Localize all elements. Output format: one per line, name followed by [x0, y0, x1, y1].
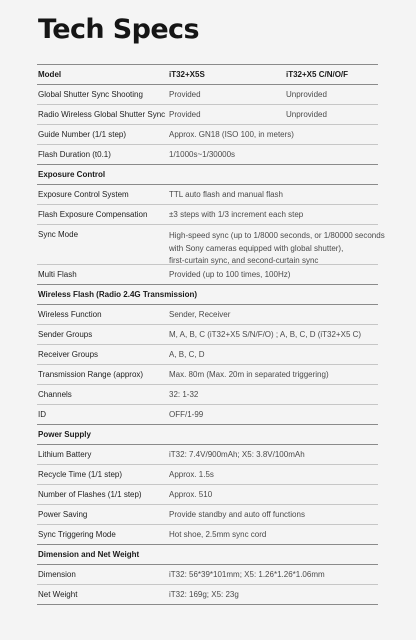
- spec-row: [37, 405, 378, 425]
- spec-value: Sender, Receiver: [169, 310, 231, 319]
- spec-row: [37, 525, 378, 545]
- spec-row: [37, 225, 385, 266]
- spec-row: [37, 505, 378, 525]
- header-model: Model: [38, 70, 62, 79]
- spec-value: iT32: 7.4V/900mAh; X5: 3.8V/100mAh: [169, 450, 305, 459]
- spec-row: [37, 105, 378, 125]
- spec-label: Sender Groups: [38, 330, 93, 339]
- section-heading: Power Supply: [38, 430, 91, 439]
- spec-label: ID: [38, 410, 46, 419]
- spec-value: OFF/1-99: [169, 410, 204, 419]
- page-title: Tech Specs: [38, 14, 199, 45]
- spec-label: Power Saving: [38, 510, 88, 519]
- spec-label: Flash Exposure Compensation: [38, 210, 148, 219]
- spec-label: Transmission Range (approx): [38, 370, 144, 379]
- spec-value: Approx. GN18 (ISO 100, in meters): [169, 130, 294, 139]
- spec-value-secondary: Unprovided: [286, 110, 327, 119]
- spec-value: iT32: 56*39*101mm; X5: 1.26*1.26*1.06mm: [169, 570, 325, 579]
- spec-value: Hot shoe, 2.5mm sync cord: [169, 530, 267, 539]
- section-heading-row: [37, 285, 378, 305]
- spec-label: Global Shutter Sync Shooting: [38, 90, 143, 99]
- spec-row: [37, 365, 378, 385]
- spec-row: [37, 305, 378, 325]
- spec-row: [37, 325, 378, 345]
- spec-value: 1/1000s~1/30000s: [169, 150, 236, 159]
- spec-value: A, B, C, D: [169, 350, 205, 359]
- section-heading-row: [37, 425, 378, 445]
- spec-row: [37, 185, 378, 205]
- spec-label: Exposure Control System: [38, 190, 129, 199]
- section-heading-row: [37, 165, 378, 185]
- spec-row: [37, 145, 378, 165]
- spec-value-line: first-curtain sync, and second-curtain sync: [169, 256, 319, 266]
- spec-row: [37, 385, 378, 405]
- spec-label: Dimension: [38, 570, 76, 579]
- spec-row: [37, 85, 378, 105]
- spec-value: TTL auto flash and manual flash: [169, 190, 283, 199]
- spec-row: [37, 265, 378, 285]
- spec-label: Receiver Groups: [38, 350, 99, 359]
- spec-value-line: High-speed sync (up to 1/8000 seconds, or 1/80000 seconds: [169, 231, 385, 240]
- spec-value: Provide standby and auto off functions: [169, 510, 305, 519]
- section-heading: Wireless Flash (Radio 2.4G Transmission): [38, 290, 198, 299]
- spec-row: [37, 585, 378, 605]
- section-heading: Exposure Control: [38, 170, 106, 179]
- spec-value: Approx. 510: [169, 490, 213, 499]
- section-heading: Dimension and Net Weight: [38, 550, 140, 559]
- spec-label: Sync Triggering Mode: [38, 530, 116, 539]
- spec-row: [37, 125, 378, 145]
- spec-value: Provided (up to 100 times, 100Hz): [169, 270, 291, 279]
- spec-label: Multi Flash: [38, 270, 77, 279]
- spec-value: Provided: [169, 90, 201, 99]
- spec-label: Radio Wireless Global Shutter Sync: [38, 110, 166, 119]
- spec-value: 32: 1-32: [169, 390, 199, 399]
- spec-value-line: with Sony cameras equipped with global shutter),: [169, 243, 344, 253]
- spec-value-secondary: Unprovided: [286, 90, 327, 99]
- spec-label: Sync Mode: [38, 230, 79, 239]
- spec-value: Max. 80m (Max. 20m in separated triggering): [169, 370, 329, 379]
- header-model-x5: iT32+X5 C/N/O/F: [286, 70, 349, 79]
- spec-label: Guide Number (1/1 step): [38, 130, 127, 139]
- spec-value: iT32: 169g; X5: 23g: [169, 590, 239, 599]
- header-model-x5s: iT32+X5S: [169, 70, 205, 79]
- spec-value: Provided: [169, 110, 201, 119]
- spec-label: Recycle Time (1/1 step): [38, 470, 123, 479]
- spec-label: Number of Flashes (1/1 step): [38, 490, 142, 499]
- spec-label: Wireless Function: [38, 310, 102, 319]
- spec-label: Channels: [38, 390, 72, 399]
- spec-row: [37, 565, 378, 585]
- table-header-row: [37, 65, 378, 85]
- spec-row: [37, 465, 378, 485]
- spec-row: [37, 485, 378, 505]
- spec-value: Approx. 1.5s: [169, 470, 214, 479]
- specs-table: [37, 64, 385, 605]
- spec-value: ±3 steps with 1/3 increment each step: [169, 210, 304, 219]
- spec-label: Lithium Battery: [38, 450, 92, 459]
- spec-label: Flash Duration (t0.1): [38, 150, 111, 159]
- spec-row: [37, 345, 378, 365]
- spec-row: [37, 205, 378, 225]
- spec-value: M, A, B, C (iT32+X5 S/N/F/O) ; A, B, C, D (iT32+X5 C): [169, 330, 362, 339]
- section-heading-row: [37, 545, 378, 565]
- spec-label: Net Weight: [38, 590, 78, 599]
- spec-value: [169, 230, 385, 268]
- spec-row: [37, 445, 378, 465]
